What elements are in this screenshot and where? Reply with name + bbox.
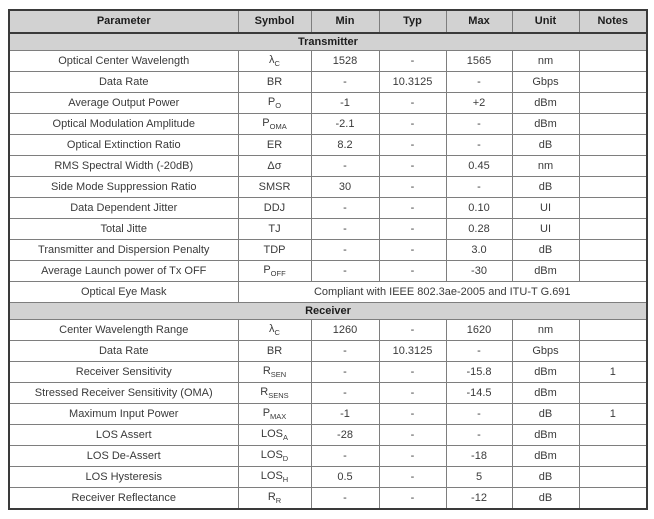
- symbol-subscript: O: [275, 101, 282, 111]
- min-cell: -: [311, 240, 379, 261]
- typ-cell: -: [379, 446, 446, 467]
- table-row: [9, 261, 647, 282]
- typ-cell: -: [379, 261, 446, 282]
- symbol-text: P: [262, 117, 270, 130]
- typ-cell: -: [379, 488, 446, 510]
- parameter-cell: Stressed Receiver Sensitivity (OMA): [9, 383, 238, 404]
- table-row: [9, 341, 647, 362]
- unit-cell: nm: [512, 51, 579, 72]
- unit-cell: nm: [512, 156, 579, 177]
- parameter-cell: Data Rate: [9, 72, 238, 93]
- symbol-text: LOS: [260, 470, 283, 483]
- symbol-cell: [238, 404, 311, 425]
- max-cell: -: [446, 135, 512, 156]
- parameter-cell: Transmitter and Dispersion Penalty: [9, 240, 238, 261]
- column-header-parameter: Parameter: [9, 10, 238, 33]
- typ-cell: -: [379, 135, 446, 156]
- symbol-text: ER: [266, 138, 283, 151]
- typ-cell: -: [379, 114, 446, 135]
- unit-cell: UI: [512, 198, 579, 219]
- symbol-text: P: [262, 407, 271, 420]
- unit-cell: dB: [512, 488, 579, 510]
- notes-cell: [579, 135, 647, 156]
- unit-cell: dB: [512, 467, 579, 488]
- table-row: [9, 135, 647, 156]
- compliance-span-cell: Compliant with IEEE 802.3ae-2005 and ITU-T G.691: [238, 282, 647, 303]
- max-cell: -: [446, 114, 512, 135]
- symbol-text: TJ: [268, 222, 281, 235]
- column-header-symbol: Symbol: [238, 10, 311, 33]
- notes-cell: [579, 177, 647, 198]
- max-cell: -18: [446, 446, 512, 467]
- notes-cell: [579, 425, 647, 446]
- table-row: [9, 488, 647, 510]
- max-cell: 0.10: [446, 198, 512, 219]
- max-cell: 5: [446, 467, 512, 488]
- table-header: [9, 10, 647, 33]
- min-cell: -: [311, 198, 379, 219]
- max-cell: -30: [446, 261, 512, 282]
- symbol-text: P: [263, 264, 271, 277]
- symbol-text: LOS: [260, 449, 283, 462]
- spec-table: [8, 9, 648, 510]
- min-cell: -: [311, 362, 379, 383]
- min-cell: -: [311, 72, 379, 93]
- column-header-max: Max: [446, 10, 512, 33]
- section-title: Transmitter: [9, 33, 647, 51]
- symbol-text: R: [267, 491, 276, 504]
- header-row: [9, 10, 647, 33]
- notes-cell: [579, 488, 647, 510]
- symbol-cell: [238, 114, 311, 135]
- symbol-text: LOS: [260, 428, 283, 441]
- symbol-cell: [238, 72, 311, 93]
- min-cell: 30: [311, 177, 379, 198]
- typ-cell: -: [379, 240, 446, 261]
- parameter-cell: Optical Eye Mask: [9, 282, 238, 303]
- unit-cell: dB: [512, 404, 579, 425]
- max-cell: -: [446, 72, 512, 93]
- notes-cell: [579, 240, 647, 261]
- table-row: [9, 114, 647, 135]
- table-row: [9, 320, 647, 341]
- symbol-subscript: A: [283, 433, 289, 443]
- parameter-cell: Optical Center Wavelength: [9, 51, 238, 72]
- notes-cell: [579, 341, 647, 362]
- min-cell: 1528: [311, 51, 379, 72]
- table-row: [9, 404, 647, 425]
- unit-cell: dBm: [512, 362, 579, 383]
- parameter-cell: RMS Spectral Width (-20dB): [9, 156, 238, 177]
- unit-cell: dB: [512, 135, 579, 156]
- min-cell: -: [311, 219, 379, 240]
- parameter-cell: Optical Extinction Ratio: [9, 135, 238, 156]
- symbol-cell: [238, 446, 311, 467]
- table-row: [9, 383, 647, 404]
- parameter-cell: Center Wavelength Range: [9, 320, 238, 341]
- max-cell: 0.28: [446, 219, 512, 240]
- max-cell: +2: [446, 93, 512, 114]
- max-cell: 3.0: [446, 240, 512, 261]
- symbol-cell: [238, 156, 311, 177]
- parameter-cell: Total Jitte: [9, 219, 238, 240]
- unit-cell: dBm: [512, 383, 579, 404]
- unit-cell: dBm: [512, 93, 579, 114]
- symbol-cell: [238, 51, 311, 72]
- table-row: [9, 72, 647, 93]
- min-cell: -: [311, 156, 379, 177]
- typ-cell: -: [379, 425, 446, 446]
- typ-cell: -: [379, 383, 446, 404]
- symbol-cell: [238, 177, 311, 198]
- unit-cell: nm: [512, 320, 579, 341]
- symbol-subscript: SENS: [268, 391, 289, 401]
- unit-cell: Gbps: [512, 341, 579, 362]
- typ-cell: -: [379, 467, 446, 488]
- symbol-cell: [238, 198, 311, 219]
- max-cell: -: [446, 404, 512, 425]
- table-row: [9, 93, 647, 114]
- symbol-cell: [238, 362, 311, 383]
- symbol-subscript: OFF: [270, 269, 286, 279]
- min-cell: 1260: [311, 320, 379, 341]
- notes-cell: [579, 467, 647, 488]
- symbol-text: BR: [266, 75, 283, 88]
- symbol-text: TDP: [263, 243, 286, 256]
- symbol-subscript: H: [282, 475, 289, 485]
- symbol-text: SMSR: [258, 180, 291, 193]
- table-row: [9, 362, 647, 383]
- symbol-cell: [238, 341, 311, 362]
- notes-cell: [579, 198, 647, 219]
- min-cell: -1: [311, 404, 379, 425]
- notes-cell: [579, 383, 647, 404]
- column-header-typ: Typ: [379, 10, 446, 33]
- min-cell: -: [311, 341, 379, 362]
- min-cell: -28: [311, 425, 379, 446]
- max-cell: -: [446, 341, 512, 362]
- table-body: [9, 33, 647, 509]
- column-header-min: Min: [311, 10, 379, 33]
- max-cell: -14.5: [446, 383, 512, 404]
- unit-cell: dBm: [512, 261, 579, 282]
- notes-cell: 1: [579, 404, 647, 425]
- max-cell: -15.8: [446, 362, 512, 383]
- parameter-cell: Average Output Power: [9, 93, 238, 114]
- symbol-cell: [238, 488, 311, 510]
- parameter-cell: Data Dependent Jitter: [9, 198, 238, 219]
- parameter-cell: LOS De-Assert: [9, 446, 238, 467]
- notes-cell: [579, 261, 647, 282]
- symbol-text: R: [260, 386, 269, 399]
- parameter-cell: Maximum Input Power: [9, 404, 238, 425]
- max-cell: 1620: [446, 320, 512, 341]
- unit-cell: dBm: [512, 425, 579, 446]
- max-cell: -12: [446, 488, 512, 510]
- parameter-cell: Average Launch power of Tx OFF: [9, 261, 238, 282]
- notes-cell: [579, 219, 647, 240]
- symbol-subscript: OMA: [269, 122, 287, 132]
- symbol-text: P: [267, 96, 276, 109]
- section-row-transmitter: [9, 33, 647, 51]
- unit-cell: dB: [512, 240, 579, 261]
- symbol-cell: [238, 467, 311, 488]
- typ-cell: -: [379, 156, 446, 177]
- unit-cell: UI: [512, 219, 579, 240]
- min-cell: 8.2: [311, 135, 379, 156]
- symbol-cell: [238, 425, 311, 446]
- min-cell: -: [311, 383, 379, 404]
- symbol-text: R: [262, 365, 271, 378]
- symbol-text: λ: [269, 323, 275, 336]
- notes-cell: [579, 72, 647, 93]
- table-row: [9, 177, 647, 198]
- typ-cell: -: [379, 320, 446, 341]
- symbol-text: Δσ: [267, 159, 282, 172]
- parameter-cell: LOS Assert: [9, 425, 238, 446]
- symbol-subscript: R: [275, 496, 282, 506]
- parameter-cell: Side Mode Suppression Ratio: [9, 177, 238, 198]
- column-header-unit: Unit: [512, 10, 579, 33]
- table-row: [9, 446, 647, 467]
- typ-cell: -: [379, 219, 446, 240]
- unit-cell: Gbps: [512, 72, 579, 93]
- parameter-cell: Receiver Sensitivity: [9, 362, 238, 383]
- typ-cell: 10.3125: [379, 341, 446, 362]
- symbol-cell: [238, 261, 311, 282]
- notes-cell: [579, 446, 647, 467]
- symbol-cell: [238, 383, 311, 404]
- symbol-subscript: SEN: [270, 370, 287, 380]
- notes-cell: [579, 156, 647, 177]
- section-title: Receiver: [9, 303, 647, 320]
- min-cell: 0.5: [311, 467, 379, 488]
- section-row-receiver: [9, 303, 647, 320]
- unit-cell: dBm: [512, 114, 579, 135]
- table-row: [9, 156, 647, 177]
- min-cell: -2.1: [311, 114, 379, 135]
- notes-cell: [579, 114, 647, 135]
- unit-cell: dBm: [512, 446, 579, 467]
- parameter-cell: Receiver Reflectance: [9, 488, 238, 510]
- min-cell: -1: [311, 93, 379, 114]
- symbol-subscript: C: [274, 59, 280, 69]
- table-row: [9, 467, 647, 488]
- symbol-subscript: C: [274, 328, 280, 338]
- table-row: [9, 240, 647, 261]
- max-cell: 1565: [446, 51, 512, 72]
- symbol-text: λ: [269, 54, 275, 67]
- typ-cell: 10.3125: [379, 72, 446, 93]
- notes-cell: 1: [579, 362, 647, 383]
- parameter-cell: LOS Hysteresis: [9, 467, 238, 488]
- max-cell: 0.45: [446, 156, 512, 177]
- notes-cell: [579, 320, 647, 341]
- unit-cell: dB: [512, 177, 579, 198]
- parameter-cell: Optical Modulation Amplitude: [9, 114, 238, 135]
- min-cell: -: [311, 488, 379, 510]
- symbol-text: DDJ: [263, 201, 286, 214]
- symbol-cell: [238, 240, 311, 261]
- table-row: [9, 198, 647, 219]
- min-cell: -: [311, 446, 379, 467]
- typ-cell: -: [379, 51, 446, 72]
- symbol-cell: [238, 320, 311, 341]
- typ-cell: -: [379, 93, 446, 114]
- notes-cell: [579, 51, 647, 72]
- table-row: [9, 51, 647, 72]
- symbol-cell: [238, 93, 311, 114]
- symbol-cell: [238, 219, 311, 240]
- table-row: [9, 425, 647, 446]
- typ-cell: -: [379, 198, 446, 219]
- max-cell: -: [446, 425, 512, 446]
- notes-cell: [579, 93, 647, 114]
- symbol-cell: [238, 135, 311, 156]
- symbol-subscript: MAX: [270, 412, 287, 422]
- min-cell: -: [311, 261, 379, 282]
- parameter-cell: Data Rate: [9, 341, 238, 362]
- typ-cell: -: [379, 177, 446, 198]
- typ-cell: -: [379, 404, 446, 425]
- table-row: [9, 219, 647, 240]
- symbol-text: BR: [266, 344, 283, 357]
- symbol-subscript: D: [282, 454, 289, 464]
- max-cell: -: [446, 177, 512, 198]
- typ-cell: -: [379, 362, 446, 383]
- column-header-notes: Notes: [579, 10, 647, 33]
- table-row: [9, 282, 647, 303]
